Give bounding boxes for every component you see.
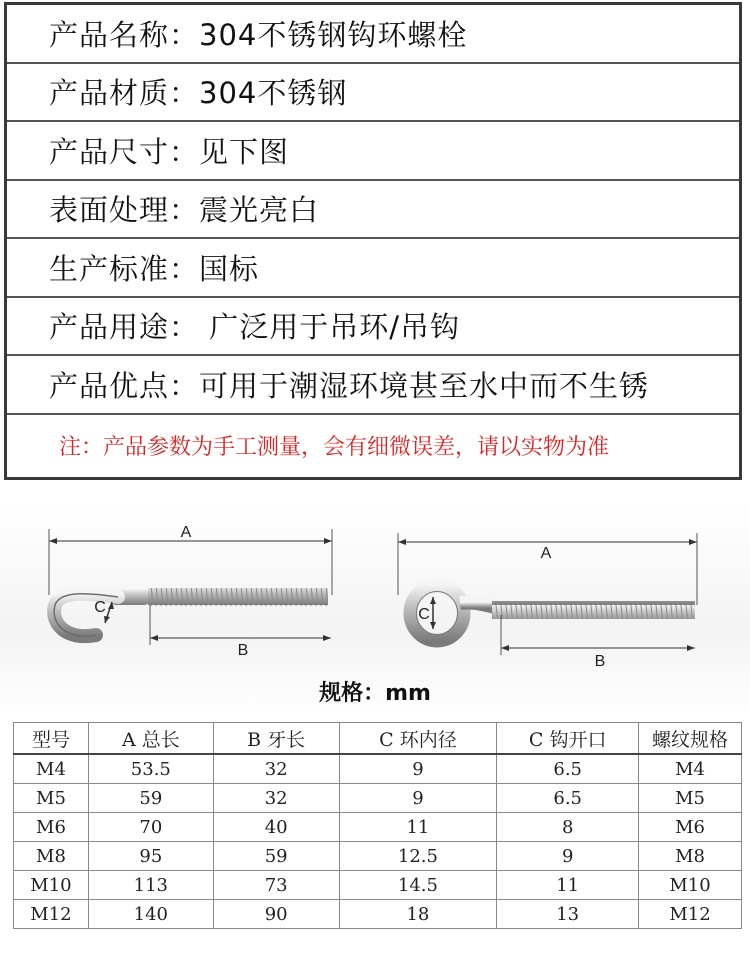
cell-c-ring: 12.5 <box>339 842 497 871</box>
cell-a: 53.5 <box>88 754 213 784</box>
info-value: 震光亮白 <box>199 193 320 228</box>
cell-thread: M6 <box>639 813 742 842</box>
info-label: 产品名称： <box>49 17 200 52</box>
cell-a: 140 <box>88 900 213 929</box>
table-row <box>14 784 742 813</box>
cell-model: M6 <box>14 813 89 842</box>
header-hook-opening: C 钩开口 <box>497 723 639 755</box>
cell-model: M4 <box>14 754 89 784</box>
info-row-standard <box>7 239 739 298</box>
cell-c-hook: 6.5 <box>497 754 639 784</box>
info-value: 304不锈钢 <box>199 76 348 111</box>
cell-model: M12 <box>14 900 89 929</box>
info-row-finish <box>7 181 739 240</box>
cell-b: 32 <box>213 754 339 784</box>
label-a-left: A <box>180 524 192 541</box>
info-row-size <box>7 122 739 181</box>
info-label: 生产标准： <box>49 251 200 286</box>
cell-c-hook: 11 <box>497 871 639 900</box>
cell-thread: M4 <box>639 754 742 784</box>
cell-b: 73 <box>213 871 339 900</box>
header-total-length: A 总长 <box>88 723 213 755</box>
cell-b: 32 <box>213 784 339 813</box>
header-thread-length: B 牙长 <box>213 723 339 755</box>
cell-a: 70 <box>88 813 213 842</box>
table-row <box>14 754 742 784</box>
product-info-table <box>4 2 742 480</box>
cell-c-hook: 9 <box>497 842 639 871</box>
cell-a: 59 <box>88 784 213 813</box>
info-value: 见下图 <box>199 134 290 169</box>
cell-c-ring: 14.5 <box>339 871 497 900</box>
header-model: 型号 <box>14 723 89 755</box>
label-c-left: C <box>94 599 106 616</box>
info-value: 304不锈钢钩环螺栓 <box>199 17 468 52</box>
cell-b: 59 <box>213 842 339 871</box>
info-row-name <box>7 5 739 64</box>
info-value: 广泛用于吊环/吊钩 <box>199 310 461 345</box>
cell-model: M8 <box>14 842 89 871</box>
cell-c-ring: 18 <box>339 900 497 929</box>
hook-bolt <box>49 524 332 659</box>
header-ring-inner-diameter: C 环内径 <box>339 723 497 755</box>
cell-b: 90 <box>213 900 339 929</box>
info-row-advantage <box>7 356 739 415</box>
cell-c-hook: 13 <box>497 900 639 929</box>
eye-bolt <box>398 533 697 670</box>
cell-c-hook: 8 <box>497 813 639 842</box>
cell-c-ring: 11 <box>339 813 497 842</box>
table-row <box>14 813 742 842</box>
info-label: 产品材质： <box>49 76 200 111</box>
header-thread-spec: 螺纹规格 <box>639 723 742 755</box>
cell-c-ring: 9 <box>339 784 497 813</box>
label-b-left: B <box>237 642 249 659</box>
label-a-right: A <box>540 545 552 562</box>
spec-header-row <box>14 723 742 755</box>
info-label: 产品尺寸： <box>49 134 200 169</box>
cell-model: M10 <box>14 871 89 900</box>
cell-c-ring: 9 <box>339 754 497 784</box>
cell-a: 95 <box>88 842 213 871</box>
cell-a: 113 <box>88 871 213 900</box>
info-label: 表面处理： <box>49 193 200 228</box>
info-row-usage <box>7 298 739 357</box>
cell-thread: M12 <box>639 900 742 929</box>
measurement-note: 注：产品参数为手工测量，会有细微误差，请以实物为准 <box>59 435 610 460</box>
cell-b: 40 <box>213 813 339 842</box>
info-value: 国标 <box>199 251 260 286</box>
cell-thread: M5 <box>639 784 742 813</box>
info-value: 可用于潮湿环境甚至水中而不生锈 <box>199 368 650 403</box>
info-label: 产品用途： <box>49 310 200 345</box>
cell-thread: M10 <box>639 871 742 900</box>
info-label: 产品优点： <box>49 368 200 403</box>
cell-c-hook: 6.5 <box>497 784 639 813</box>
table-row <box>14 871 742 900</box>
cell-thread: M8 <box>639 842 742 871</box>
table-row <box>14 842 742 871</box>
spec-table <box>13 722 742 929</box>
label-b-right: B <box>594 653 606 670</box>
cell-model: M5 <box>14 784 89 813</box>
info-row-material <box>7 64 739 123</box>
table-row <box>14 900 742 929</box>
unit-label: 规格：mm <box>319 681 431 706</box>
label-c-right: C <box>418 606 430 623</box>
